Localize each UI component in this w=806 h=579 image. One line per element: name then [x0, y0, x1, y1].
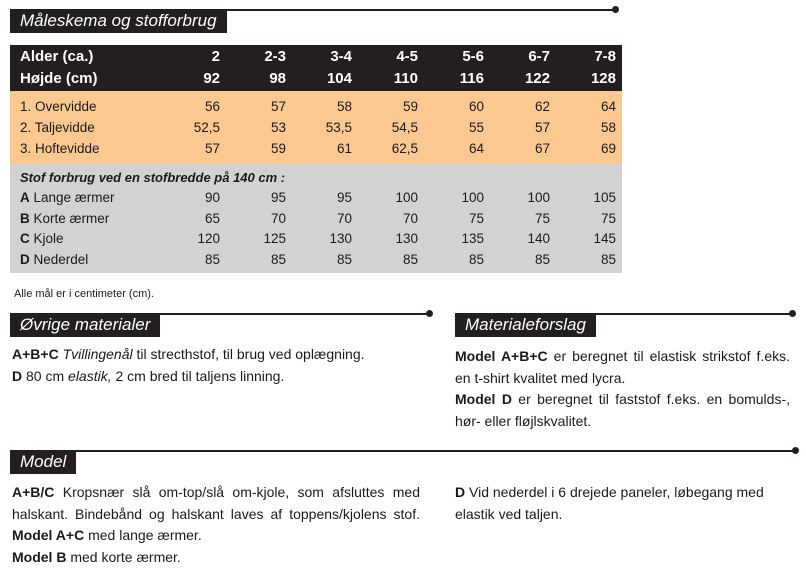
age-row: [10, 45, 622, 67]
fabric-row: [10, 229, 622, 250]
height-cell: 104: [292, 67, 358, 89]
fabric-label-text: Korte ærmer: [29, 210, 110, 226]
fabric-cell: 125: [226, 229, 292, 250]
fabric-label: [10, 249, 160, 270]
measurement-cell: 52,5: [160, 117, 226, 138]
model-title: Model: [10, 450, 76, 474]
height-row: [10, 67, 622, 89]
age-cell: 2-3: [226, 45, 292, 67]
model-key: A+B/C: [12, 484, 55, 500]
fabric-cell: 85: [160, 249, 226, 270]
text: til strecthstof, til brug ved oplægning.: [132, 346, 365, 362]
fabric-key: A: [20, 190, 30, 206]
measurement-cell: 64: [424, 138, 490, 159]
measurement-cell: 62,5: [358, 138, 424, 159]
other-materials-line: [12, 366, 432, 388]
measurement-cell: 69: [556, 138, 622, 159]
fabric-cell: 135: [424, 229, 490, 250]
height-cell: 128: [556, 67, 622, 89]
age-cell: 3-4: [292, 45, 358, 67]
header-rule-dot: [612, 6, 619, 13]
model-key: Model A+C: [12, 527, 85, 543]
size-chart-title: Måleskema og stofforbrug: [10, 9, 227, 33]
fabric-label: [10, 208, 160, 229]
measurement-cell: 59: [358, 96, 424, 117]
fabric-row: [10, 188, 622, 209]
fabric-cell: 85: [556, 249, 622, 270]
model-key: A+B+C: [12, 346, 59, 362]
measurement-cell: 57: [160, 138, 226, 159]
measurement-cell: 57: [226, 96, 292, 117]
fabric-cell: 145: [556, 229, 622, 250]
emphasis: elastik,: [68, 367, 112, 384]
size-chart-header: [10, 9, 620, 33]
age-label: Alder (ca.): [10, 45, 160, 67]
fabric-cell: 85: [226, 249, 292, 270]
text: er beregnet til faststof f.eks. en bomulds-, hør- eller fløjlskvalitet.: [455, 391, 790, 429]
age-cell: 2: [160, 45, 226, 67]
fabric-cell: 75: [556, 208, 622, 229]
text: Vid nederdel i 6 drejede paneler, løbegang med elastik ved taljen.: [455, 484, 764, 522]
measurement-row: [10, 138, 622, 159]
height-cell: 92: [160, 67, 226, 89]
measurement-label: 1. Overvidde: [10, 96, 160, 117]
fabric-cell: 100: [358, 188, 424, 209]
size-chart-table: [10, 45, 622, 273]
header-rule: [10, 9, 614, 11]
model-key: D: [12, 367, 23, 384]
fabric-title: Stof forbrug ved en stofbredde på 140 cm :: [10, 167, 622, 188]
fabric-cell: 70: [226, 208, 292, 229]
model-key: Model B: [12, 548, 67, 565]
height-cell: 110: [358, 67, 424, 89]
fabric-cell: 105: [556, 188, 622, 209]
fabric-cell: 90: [160, 188, 226, 209]
measurement-row: [10, 117, 622, 138]
fabric-key: D: [20, 251, 30, 267]
age-cell: 6-7: [490, 45, 556, 67]
fabric-cell: 70: [292, 208, 358, 229]
text: med lange ærmer.: [84, 527, 202, 543]
measurement-cell: 60: [424, 96, 490, 117]
model-key: D: [455, 484, 466, 500]
model-key: Model D: [455, 391, 512, 407]
fabric-cell: 100: [424, 188, 490, 209]
units-note: Alle mål er i centimeter (cm).: [14, 288, 154, 300]
measurement-cell: 58: [556, 117, 622, 138]
header-rule: [10, 313, 428, 315]
measurement-label: 3. Hoftevidde: [10, 138, 160, 159]
fabric-key: B: [20, 210, 30, 226]
header-rule-dot: [789, 310, 796, 317]
fabric-title-row: [10, 167, 622, 188]
fabric-cell: 75: [424, 208, 490, 229]
fabric-key: C: [20, 231, 30, 247]
measurement-cell: 54,5: [358, 117, 424, 138]
header-rule-dot: [792, 447, 799, 454]
age-cell: 7-8: [556, 45, 622, 67]
other-materials-title: Øvrige materialer: [10, 313, 160, 337]
fabric-cell: 65: [160, 208, 226, 229]
measurement-cell: 55: [424, 117, 490, 138]
fabric-cell: 95: [226, 188, 292, 209]
measurement-cell: 64: [556, 96, 622, 117]
fabric-row: [10, 208, 622, 229]
age-cell: 5-6: [424, 45, 490, 67]
fabric-cell: 100: [490, 188, 556, 209]
other-materials-text: [12, 344, 432, 387]
measurement-row: [10, 96, 622, 117]
fabric-cell: 70: [358, 208, 424, 229]
measurement-cell: 58: [292, 96, 358, 117]
text: 2 cm bred til taljens linning.: [111, 367, 285, 384]
emphasis: Tvillingenål: [62, 346, 133, 362]
material-suggestions-title: Materialeforslag: [455, 313, 596, 337]
material-suggestions-header: [455, 313, 795, 337]
fabric-cell: 130: [292, 229, 358, 250]
fabric-label: [10, 188, 160, 209]
model-right-text: [455, 482, 795, 525]
age-cell: 4-5: [358, 45, 424, 67]
fabric-cell: 95: [292, 188, 358, 209]
fabric-label-text: Kjole: [29, 231, 64, 247]
fabric-cell: 85: [358, 249, 424, 270]
fabric-row: [10, 249, 622, 270]
text: med korte ærmer.: [66, 548, 181, 565]
fabric-label-text: Lange ærmer: [29, 190, 115, 206]
text: Kropsnær slå om-top/slå om-kjole, som afsluttes med halskant. Bindebånd og halskant laves af toppens/kjolens stof.: [12, 484, 420, 522]
measurement-label: 2. Taljevidde: [10, 117, 160, 138]
height-cell: 98: [226, 67, 292, 89]
header-rule-dot: [426, 310, 433, 317]
measurement-cell: 62: [490, 96, 556, 117]
fabric-cell: 120: [160, 229, 226, 250]
fabric-cell: 130: [358, 229, 424, 250]
fabric-label-text: Nederdel: [29, 251, 89, 267]
measurement-cell: 67: [490, 138, 556, 159]
other-materials-header: [10, 313, 430, 337]
fabric-cell: 85: [490, 249, 556, 270]
fabric-cell: 140: [490, 229, 556, 250]
measurement-cell: 53: [226, 117, 292, 138]
measurement-cell: 56: [160, 96, 226, 117]
height-cell: 122: [490, 67, 556, 89]
fabric-cell: 85: [292, 249, 358, 270]
suggestion-paragraph: [455, 346, 790, 389]
material-suggestions-text: [455, 346, 790, 432]
fabric-cell: 85: [424, 249, 490, 270]
height-cell: 116: [424, 67, 490, 89]
text: er beregnet til elastisk strikstof f.eks. en t-shirt kvalitet med lycra.: [455, 348, 791, 386]
model-key: Model A+B+C: [455, 348, 548, 364]
other-materials-line: [12, 344, 432, 366]
measurement-cell: 53,5: [292, 117, 358, 138]
header-rule: [455, 313, 791, 315]
text: 80 cm: [22, 367, 69, 384]
fabric-label: [10, 229, 160, 250]
suggestion-paragraph: [455, 389, 790, 432]
model-header: [10, 450, 800, 474]
model-left-text: [12, 482, 420, 568]
height-label: Højde (cm): [10, 67, 160, 89]
measurement-cell: 61: [292, 138, 358, 159]
measurement-cell: 57: [490, 117, 556, 138]
fabric-cell: 75: [490, 208, 556, 229]
header-rule: [10, 450, 794, 452]
measurement-cell: 59: [226, 138, 292, 159]
